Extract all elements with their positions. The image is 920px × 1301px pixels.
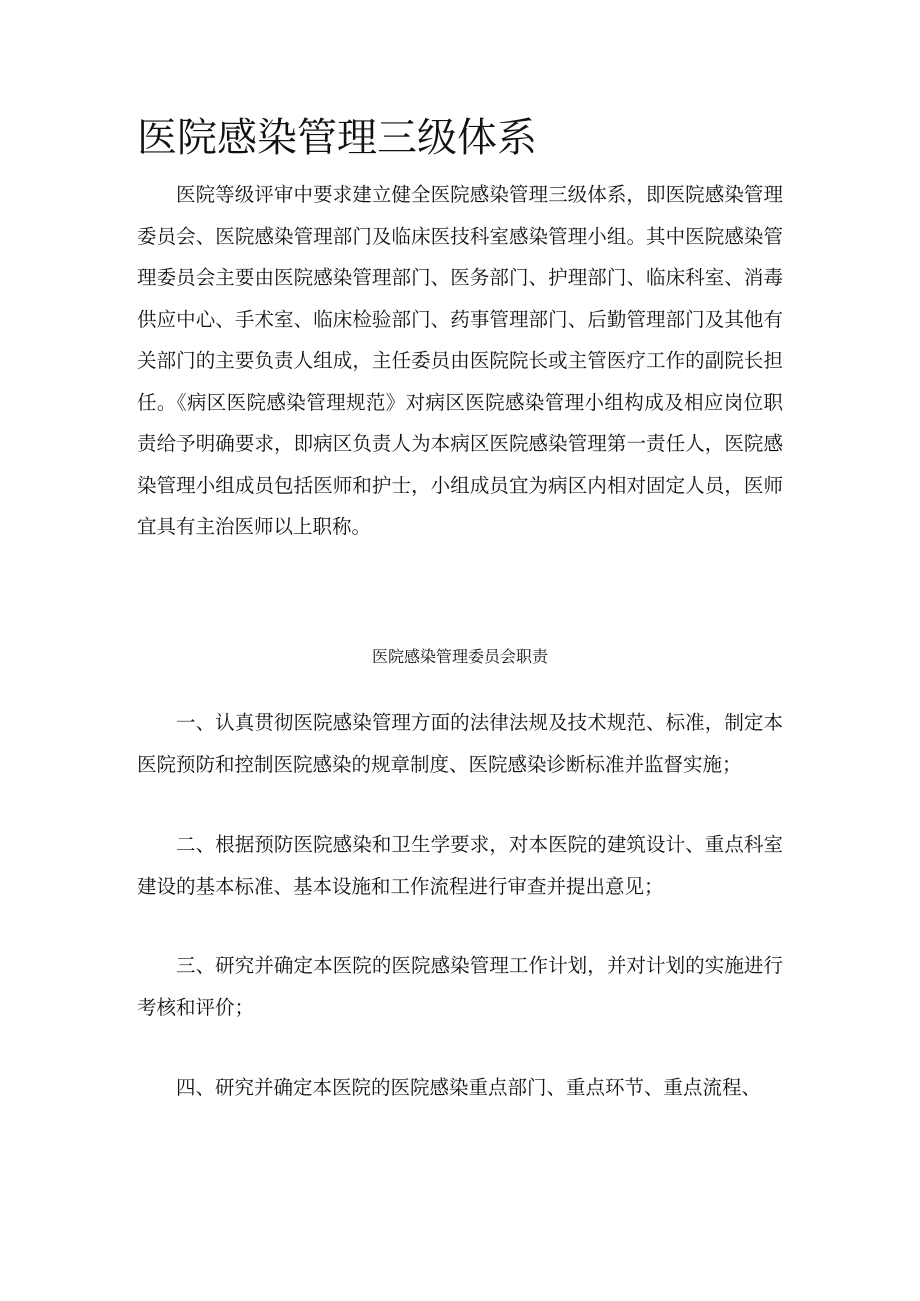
document-title: 医院感染管理三级体系 [137,115,537,161]
intro-paragraph: 医院等级评审中要求建立健全医院感染管理三级体系，即医院感染管理委员会、医院感染管理部门及临床医技科室感染管理小组。其中医院感染管理委员会主要由医院感染管理部门、医务部门、护理部门、临床科室、消毒供应中心、手术室、临床检验部门、药事管理部门、后勤管理部门及其他有关部门的主要负责人组成，主任委员由医院院长或主管医疗工作的副院长担任。《病区医院感染管理规范》对病区医院感染管理小组构成及相应岗位职责给予明确要求，即病区负责人为本病区医院感染管理第一责任人，医院感染管理小组成员包括医师和护士，小组成员宜为病区内相对固定人员，医师宜具有主治医师以上职称。 [137,183,783,538]
duty-item-4: 四、研究并确定本医院的医院感染重点部门、重点环节、重点流程、 [176,1076,762,1099]
duty-item-2: 二、根据预防医院感染和卫生学要求，对本医院的建筑设计、重点科室建设的基本标准、基本设施和工作流程进行审查并提出意见； [137,833,783,898]
section-heading: 医院感染管理委员会职责 [371,647,548,666]
duty-item-3: 三、研究并确定本医院的医院感染管理工作计划，并对计划的实施进行考核和评价； [137,954,783,1019]
duty-item-1: 一、认真贯彻医院感染管理方面的法律法规及技术规范、标准，制定本医院预防和控制医院感染的规章制度、医院感染诊断标准并监督实施； [137,711,783,776]
